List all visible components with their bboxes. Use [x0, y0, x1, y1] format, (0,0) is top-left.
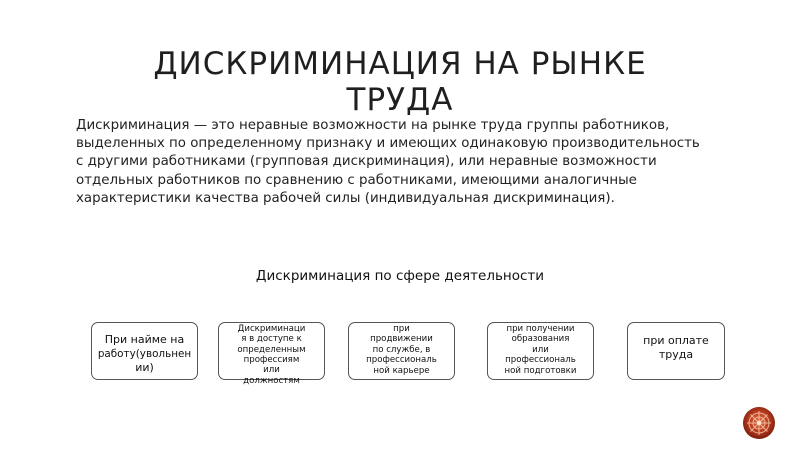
- box-line: ии): [135, 361, 154, 374]
- box-line: определенным: [237, 344, 306, 355]
- box-line: или: [263, 365, 280, 376]
- box-line: профессиям: [243, 355, 300, 365]
- definition-line: Дискриминация — это неравные возможности на рынке труда группы работников,: [76, 118, 670, 133]
- box-line: профессиональ: [505, 355, 576, 366]
- box-line: по службе, в: [372, 344, 431, 355]
- definition-line: характеристики качества рабочей силы (индивидуальная дискриминация).: [76, 190, 615, 206]
- box-line: образования: [511, 334, 570, 345]
- box-pay: [627, 322, 725, 380]
- diagram-heading: Дискриминация по сфере деятельности: [255, 268, 545, 284]
- definition-line: с другими работниками (групповая дискриминация), или неравные возможности: [76, 154, 657, 170]
- slide-title-line-2: ТРУДА: [346, 82, 454, 118]
- box-line: при оплате: [643, 334, 709, 347]
- box-line: при: [393, 323, 410, 334]
- definition-line: выделенных по определенному признаку и имеющих одинаковую производительность: [76, 136, 700, 152]
- box-line: Дискриминаци: [237, 323, 306, 334]
- slide-title: [90, 46, 710, 118]
- box-access-professions: [218, 322, 325, 386]
- box-line: При найме на: [104, 333, 185, 346]
- definition-line: отдельных работников по сравнению с работниками, имеющими аналогичные: [76, 172, 637, 188]
- slide-title-line-1: ДИСКРИМИНАЦИЯ НА РЫНКЕ: [153, 46, 647, 82]
- box-education: [487, 322, 594, 380]
- box-line: я в доступе к: [241, 334, 302, 345]
- box-line: профессиональ: [366, 355, 437, 366]
- box-line: труда: [658, 348, 694, 361]
- box-line: ной карьере: [373, 365, 430, 376]
- box-line: ной подготовки: [504, 365, 577, 376]
- box-promotion: [348, 322, 455, 380]
- box-line: должностям: [243, 375, 300, 386]
- box-line: продвижении: [370, 334, 433, 345]
- box-hiring: [91, 322, 198, 380]
- definition-text: [76, 117, 776, 208]
- box-line: работу(увольнен: [97, 348, 192, 360]
- box-line: при получении: [506, 323, 575, 334]
- decorative-orb-icon: [741, 405, 777, 441]
- box-line: или: [532, 344, 549, 355]
